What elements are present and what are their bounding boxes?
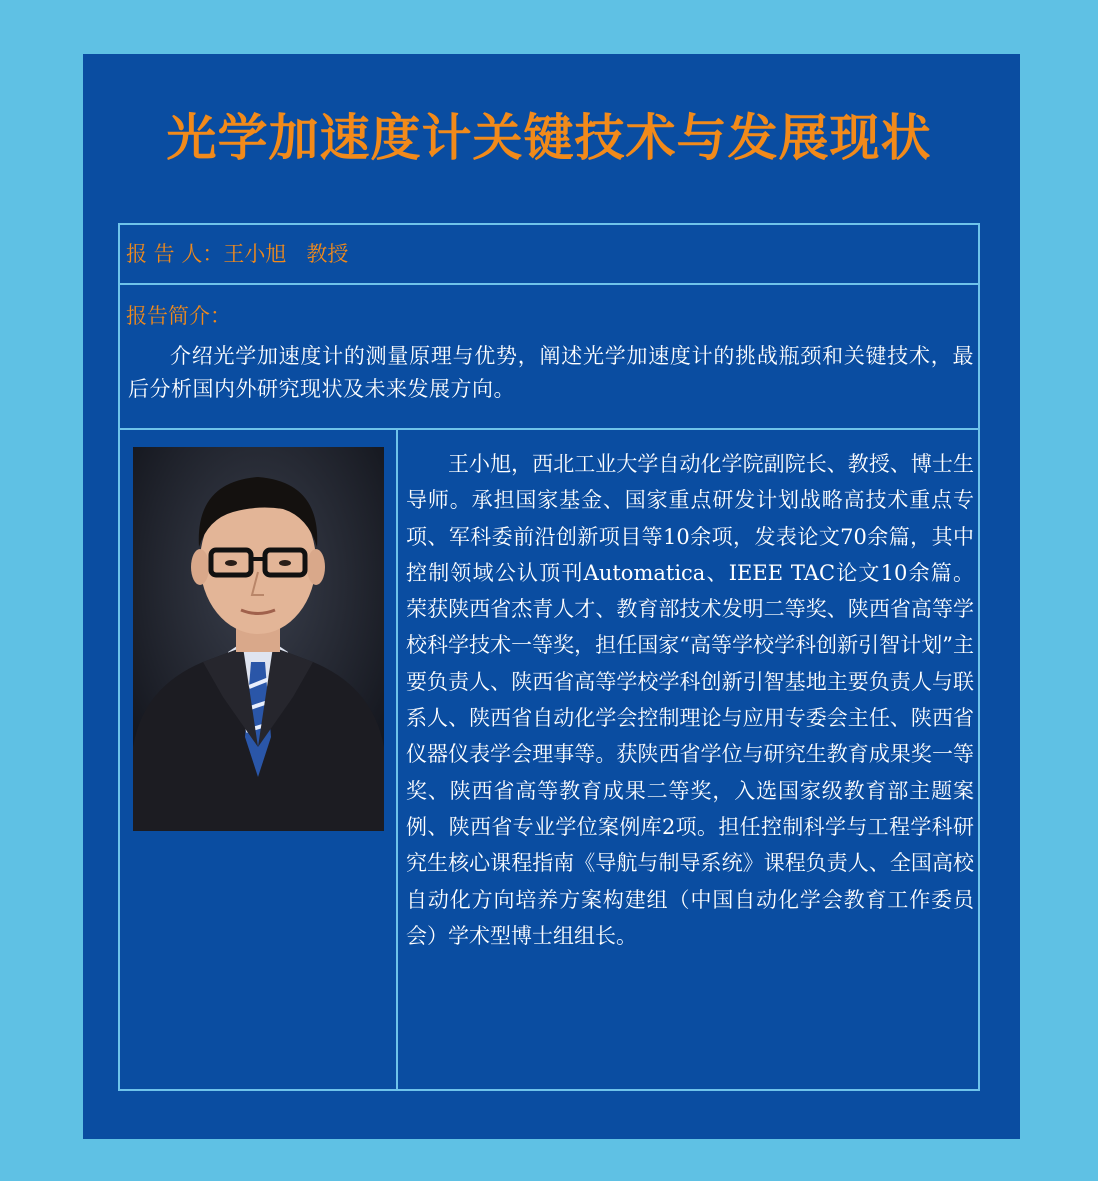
reporter-row xyxy=(120,225,978,285)
speaker-photo xyxy=(133,447,384,831)
summary-label: 报告简介： xyxy=(126,304,231,328)
bio-row xyxy=(120,430,978,1089)
info-table xyxy=(118,223,980,1091)
speaker-portrait-image xyxy=(133,447,384,831)
bio-divider xyxy=(396,430,398,1089)
bio-text: 王小旭，西北工业大学自动化学院副院长、教授、博士生导师。承担国家基金、国家重点研发计划战略高技术重点专项、军科委前沿创新项目等10余项，发表论文70余篇，其中控制领域公认顶刊Automatica、IEEE TAC论文10余篇。荣获陕西省杰青人才、教育部技术发明二等奖、陕西省高等学校科学技术一等奖，担任国家“高等学校学科创新引智计划”主要负责人、陕西省高等学校学科创新引智基地主要负责人与联系人、陕西省自动化学会控制理论与应用专委会主任、陕西省仪器仪表学会理事等。获陕西省学位与研究生教育成果奖一等奖、陕西省高等教育成果二等奖，入选国家级教育部主题案例、陕西省专业学位案例库2项。担任控制科学与工程学科研究生核心课程指南《导航与制导系统》课程负责人、全国高校自动化方向培养方案构建组（中国自动化学会教育工作委员会）学术型博士组组长。 xyxy=(406,452,974,948)
reporter-line: 报 告 人：王小旭 教授 xyxy=(126,242,349,266)
page-title: 光学加速度计关键技术与发展现状 xyxy=(166,108,932,167)
summary-row xyxy=(120,285,978,430)
summary-text: 介绍光学加速度计的测量原理与优势，阐述光学加速度计的挑战瓶颈和关键技术，最后分析国内外研究现状及未来发展方向。 xyxy=(128,344,974,401)
